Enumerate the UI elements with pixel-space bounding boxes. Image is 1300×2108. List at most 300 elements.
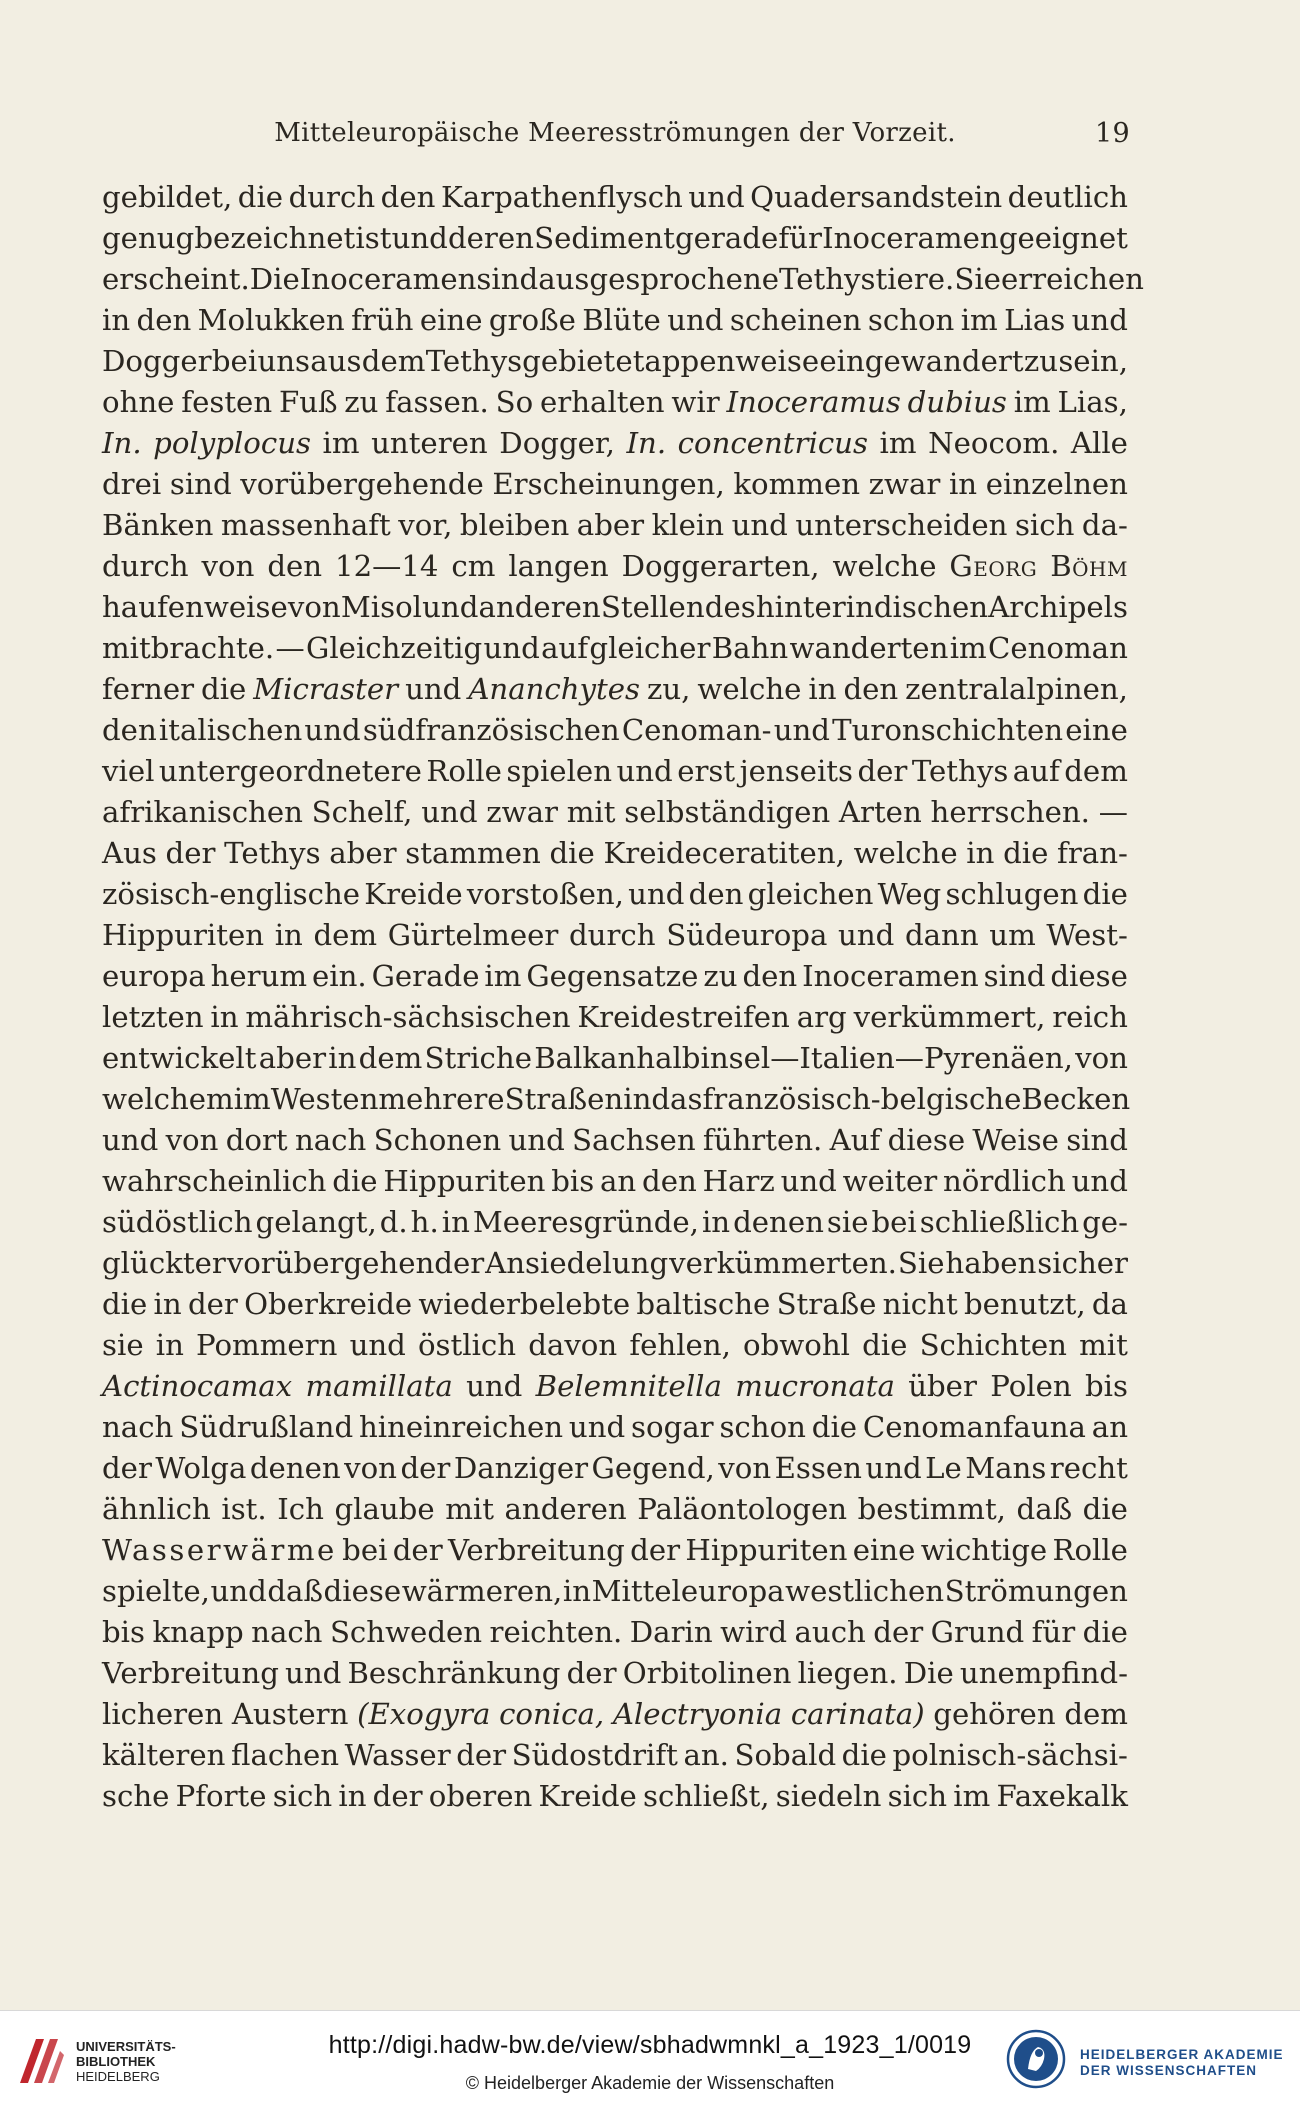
word: diese <box>887 1123 966 1157</box>
word: Kreideceratiten, <box>603 836 845 870</box>
text-line <box>102 259 1144 300</box>
word: In. <box>626 426 667 460</box>
word: Darin <box>629 1615 713 1649</box>
word: Sediment <box>534 221 675 255</box>
word: Actinocamax <box>102 1369 293 1403</box>
word: den <box>843 672 899 706</box>
word: wärmeren, <box>401 1574 563 1608</box>
text-line <box>102 1571 1128 1612</box>
word: mamillata <box>305 1369 453 1403</box>
word: jenseits <box>739 754 853 788</box>
word: Tethystiere. <box>779 262 955 296</box>
word: Micraster <box>253 672 399 706</box>
word: der <box>187 1287 238 1321</box>
word: untergeordnetere <box>158 754 422 788</box>
word: licheren <box>102 1697 224 1731</box>
text-line <box>102 300 1128 341</box>
word: italischen <box>158 713 303 747</box>
word: Ich <box>277 1492 324 1526</box>
word: Gegend, <box>591 1451 715 1485</box>
text-line <box>102 1612 1128 1653</box>
word: deutlich <box>1007 180 1128 214</box>
word: Schichten <box>919 1328 1067 1362</box>
word: Hippuriten <box>685 1533 848 1567</box>
word: den <box>688 877 744 911</box>
word: dem <box>1064 1697 1128 1731</box>
word: dann <box>904 918 979 952</box>
word: schon <box>867 303 955 337</box>
word: knapp <box>152 1615 244 1649</box>
word: auf <box>541 631 589 665</box>
word: die <box>1003 836 1049 870</box>
word: zu <box>703 959 738 993</box>
word: Le <box>925 1451 962 1485</box>
word: und <box>773 713 830 747</box>
word: Arten <box>838 795 922 829</box>
word: ge- <box>1082 1205 1128 1239</box>
word: durch <box>102 549 189 583</box>
word: und <box>422 590 479 624</box>
word: Strömungen <box>944 1574 1128 1608</box>
word: und <box>731 508 788 542</box>
text-line <box>102 382 1128 423</box>
word: und <box>688 180 745 214</box>
text-line <box>102 1448 1128 1489</box>
word: früh <box>351 303 414 337</box>
word: erst <box>677 754 736 788</box>
word: schon <box>719 1410 806 1444</box>
text-line <box>102 915 1128 956</box>
word: zu <box>344 385 379 419</box>
text-line <box>102 1079 1131 1120</box>
word: Sie <box>897 1246 945 1280</box>
word: entwickelt <box>102 1041 257 1075</box>
text-line <box>102 546 1128 587</box>
word: concentricus <box>677 426 868 460</box>
word: Ansiedelung <box>485 1246 669 1280</box>
word: und <box>1071 303 1128 337</box>
word: und <box>391 221 448 255</box>
word: nicht <box>882 1287 958 1321</box>
text-line <box>102 464 1128 505</box>
text-line <box>102 792 1128 833</box>
word: und <box>780 1164 837 1198</box>
word: verkümmerten. <box>669 1246 897 1280</box>
word: dem <box>361 344 426 378</box>
source-url-link[interactable]: http://digi.hadw-bw.de/view/sbhadwmnkl_a_1923_1/0019 <box>328 2031 972 2059</box>
word: Alectryonia <box>612 1697 783 1731</box>
word: für <box>778 221 822 255</box>
word: in <box>966 836 995 870</box>
word: stammen <box>405 836 541 870</box>
word: Tethys <box>911 754 1009 788</box>
word: bei <box>342 1533 388 1567</box>
word: mehrere <box>378 1082 505 1116</box>
word: Quadersandstein <box>750 180 1003 214</box>
word: durch <box>568 918 656 952</box>
word: erreichen <box>1000 262 1144 296</box>
word: mährisch-sächsischen <box>245 1000 571 1034</box>
word: massenhaft <box>220 508 391 542</box>
word: Ananchytes <box>468 672 641 706</box>
word: in <box>441 1205 470 1239</box>
word: um <box>989 918 1036 952</box>
word: aber <box>576 508 645 542</box>
word: auch <box>794 1615 866 1649</box>
word: Gleichzeitig <box>306 631 483 665</box>
word: vorstoßen, <box>466 877 624 911</box>
word: Rolle <box>426 754 502 788</box>
word: für <box>1031 1615 1076 1649</box>
word: sind <box>1066 1123 1128 1157</box>
word: langen <box>508 549 609 583</box>
word: Dogger <box>102 344 212 378</box>
word: und <box>1071 1164 1128 1198</box>
word: vor, <box>398 508 453 542</box>
word: Schelf, <box>311 795 413 829</box>
running-title: Mitteleuropäische Meeresströmungen der Vorzeit. <box>274 118 956 148</box>
word: fehlen, <box>629 1328 731 1362</box>
word: gerade <box>674 221 779 255</box>
word: zösisch-englische <box>102 877 361 911</box>
word: — <box>275 631 305 665</box>
word: nach <box>102 1410 174 1444</box>
word: diese <box>323 1574 402 1608</box>
word: Lias, <box>1057 385 1128 419</box>
word: die <box>841 1738 887 1772</box>
word: im <box>879 426 917 460</box>
word: in <box>153 1287 182 1321</box>
word: wir <box>671 385 720 419</box>
word: kälteren <box>102 1738 226 1772</box>
text-line <box>102 833 1128 874</box>
word: ähnlich <box>102 1492 211 1526</box>
word: in <box>338 1779 367 1813</box>
word: obwohl <box>743 1328 850 1362</box>
word: in <box>623 1082 652 1116</box>
text-line <box>102 1735 1128 1776</box>
word: gebildet, <box>102 180 233 214</box>
footer-bar <box>0 2010 1300 2108</box>
text-line <box>102 341 1128 382</box>
word: von <box>201 549 255 583</box>
word: davon <box>528 1328 618 1362</box>
word: die <box>1082 1492 1128 1526</box>
word: deren <box>447 221 534 255</box>
word: eine <box>852 1533 916 1567</box>
word: die <box>332 1164 378 1198</box>
word: und <box>349 1328 406 1362</box>
word: Straßen <box>504 1082 624 1116</box>
word: in <box>274 918 303 952</box>
word: unempfind- <box>959 1656 1128 1690</box>
word: Harz <box>702 1164 775 1198</box>
word: letzten <box>102 1000 204 1034</box>
word: aus <box>310 344 362 378</box>
word: Verbreitung <box>447 1533 625 1567</box>
word: den <box>267 549 323 583</box>
word: und <box>466 1369 523 1403</box>
word: haufenweise <box>102 590 288 624</box>
word: Auf <box>829 1123 881 1157</box>
word: zu <box>1023 344 1059 378</box>
word: bleiben <box>459 508 570 542</box>
word: Beschränkung <box>347 1656 561 1690</box>
word: im <box>953 1779 991 1813</box>
word: etappenweise <box>615 344 820 378</box>
word: schlugen <box>945 877 1079 911</box>
text-line <box>102 751 1128 792</box>
word: Austern <box>231 1697 349 1731</box>
word: der <box>165 836 216 870</box>
word: erhalten <box>540 385 665 419</box>
word: da- <box>1081 508 1128 542</box>
word: bei <box>871 1205 917 1239</box>
word: Pforte <box>175 1779 267 1813</box>
word: wiederbelebte <box>418 1287 631 1321</box>
word: haben <box>945 1246 1037 1280</box>
word: sein, <box>1058 344 1128 378</box>
word: hinterindischen <box>755 590 989 624</box>
word: sich <box>272 1779 333 1813</box>
text-line <box>102 669 1128 710</box>
word: flachen <box>230 1738 340 1772</box>
running-head <box>100 118 1130 158</box>
word: und <box>102 1123 159 1157</box>
word: Lias <box>1004 303 1066 337</box>
word: an <box>1091 1410 1128 1444</box>
word: Cenoman <box>988 631 1128 665</box>
word: wichtige <box>920 1533 1048 1567</box>
word: die <box>811 1410 858 1444</box>
body-text <box>102 177 1144 1817</box>
word: sie <box>102 1328 144 1362</box>
text-line <box>102 710 1128 751</box>
word: in <box>562 1574 592 1608</box>
word: die <box>1082 1615 1128 1649</box>
word: der <box>392 1533 443 1567</box>
word: Weise <box>972 1123 1059 1157</box>
word: Kreidestreifen <box>577 1000 790 1034</box>
word: In. <box>102 426 142 460</box>
word: welchem <box>102 1082 234 1116</box>
word: sicher <box>1037 1246 1128 1280</box>
word: westlichen <box>785 1574 945 1608</box>
word: recht <box>1049 1451 1128 1485</box>
word: von <box>287 590 341 624</box>
text-line <box>102 1776 1128 1817</box>
page-number: 19 <box>1095 118 1130 149</box>
word: h. <box>410 1205 439 1239</box>
word: ausgesprochene <box>538 262 780 296</box>
word: weiter <box>842 1164 938 1198</box>
word: conica, <box>499 1697 605 1731</box>
word: siedeln <box>775 1779 882 1813</box>
word: genug <box>102 221 195 255</box>
word: daß <box>1016 1492 1073 1526</box>
word: eingewandert <box>819 344 1024 378</box>
word: verkümmert, <box>853 1000 1046 1034</box>
word: fran- <box>1057 836 1128 870</box>
word: drei <box>102 467 162 501</box>
word: Wasser <box>344 1738 451 1772</box>
word: südöstlich <box>102 1205 253 1239</box>
word: die <box>1082 877 1128 911</box>
word: Aus <box>102 836 157 870</box>
text-line <box>102 628 1128 669</box>
word: durch <box>288 180 376 214</box>
word: Erscheinungen, <box>492 467 725 501</box>
word: europa <box>102 959 206 993</box>
word: Inoceramen <box>822 221 999 255</box>
word: eine <box>1065 713 1128 747</box>
word: von <box>1075 1041 1128 1075</box>
word: in <box>210 1000 239 1034</box>
word: ohne <box>102 385 175 419</box>
word: Südrußland <box>179 1410 354 1444</box>
word: anderen <box>478 590 601 624</box>
word: des <box>704 590 756 624</box>
word: östlich <box>417 1328 517 1362</box>
word: im <box>949 631 987 665</box>
word: schließlich <box>919 1205 1080 1239</box>
word: welche <box>853 836 958 870</box>
word: Doggerarten, <box>621 549 820 583</box>
text-line <box>102 1243 1128 1284</box>
word: Danziger <box>453 1451 589 1485</box>
word: Weg <box>877 877 942 911</box>
word: den <box>102 713 157 747</box>
word: der <box>372 1779 423 1813</box>
word: uns <box>257 344 311 378</box>
word: bestimmt, <box>857 1492 1006 1526</box>
word: Bahn <box>711 631 789 665</box>
word: im <box>322 426 360 460</box>
word: der <box>857 754 908 788</box>
word: Die <box>249 262 300 296</box>
word: Schonen <box>373 1123 502 1157</box>
word: und <box>865 1451 922 1485</box>
word: dort <box>225 1123 288 1157</box>
word: Inoceramen <box>802 959 979 993</box>
word: Gerade <box>371 959 480 993</box>
word: gelangt, <box>255 1205 377 1239</box>
library-name-line-2: BIBLIOTHEK <box>76 2054 156 2069</box>
word: Westen <box>270 1082 379 1116</box>
word: mit <box>1079 1328 1128 1362</box>
word: scheinen <box>729 303 862 337</box>
word: Stellen <box>600 590 705 624</box>
word: und <box>285 1656 342 1690</box>
word: wahrscheinlich <box>102 1164 327 1198</box>
word: im <box>233 1082 271 1116</box>
word: in <box>701 1205 731 1239</box>
word: ist. <box>221 1492 267 1526</box>
text-line <box>102 177 1128 218</box>
word: an. <box>683 1738 729 1772</box>
word: dem <box>358 1041 423 1075</box>
word: zwar <box>486 795 558 829</box>
word: Karpathenflysch <box>440 180 683 214</box>
word: Becken <box>1021 1082 1131 1116</box>
word: welche <box>832 549 937 583</box>
word: zentralalpinen, <box>905 672 1128 706</box>
word: das <box>651 1082 703 1116</box>
text-line <box>102 505 1128 546</box>
word: hineinreichen <box>358 1410 564 1444</box>
word: West- <box>1046 918 1128 952</box>
word: Gürtelmeer <box>387 918 559 952</box>
word: sogar <box>631 1410 714 1444</box>
word: der <box>102 1451 152 1485</box>
word: Faxekalk <box>996 1779 1128 1813</box>
text-line <box>102 1694 1128 1735</box>
word: Alle <box>1070 426 1128 460</box>
word: den <box>380 180 436 214</box>
word: gleichen <box>747 877 874 911</box>
word: mit <box>566 795 616 829</box>
word: Cenomanfauna <box>862 1410 1086 1444</box>
word: der <box>873 1615 924 1649</box>
word: nördlich <box>942 1164 1066 1198</box>
word: glückter <box>102 1246 226 1280</box>
word: im <box>484 959 522 993</box>
word: spielen <box>506 754 612 788</box>
word: fassen. <box>385 385 489 419</box>
word: Belemnitella <box>535 1369 722 1403</box>
academy-seal-icon <box>1006 2029 1066 2089</box>
word: Blüte <box>582 303 661 337</box>
word: unteren <box>371 426 488 460</box>
word: in <box>948 467 978 501</box>
word: Essen <box>774 1451 862 1485</box>
word: — <box>1098 795 1128 829</box>
word: welche <box>697 672 802 706</box>
word: vorübergehende <box>240 467 484 501</box>
word: und <box>667 303 724 337</box>
word: polnisch-sächsi- <box>892 1738 1128 1772</box>
word: der <box>566 1656 617 1690</box>
word: Kreide <box>538 1779 637 1813</box>
word: Sie <box>954 262 1001 296</box>
word: und <box>628 877 685 911</box>
word: die <box>862 1328 908 1362</box>
word: von <box>165 1123 219 1157</box>
word: ein. <box>312 959 367 993</box>
text-line <box>102 1202 1128 1243</box>
text-line <box>102 1325 1128 1366</box>
word: Fuß <box>278 385 338 419</box>
academy-name-line-2: DER WISSENSCHAFTEN <box>1080 2063 1258 2078</box>
text-line <box>102 874 1128 915</box>
word: afrikanischen <box>102 795 303 829</box>
text-line <box>102 1038 1128 1079</box>
text-line <box>102 1530 1128 1571</box>
word: an <box>600 1164 637 1198</box>
word: sche <box>102 1779 170 1813</box>
word: benutzt, <box>963 1287 1086 1321</box>
word: und <box>405 672 462 706</box>
word: in <box>155 1328 184 1362</box>
word: im <box>1013 385 1051 419</box>
word: Orbitolinen <box>622 1656 792 1690</box>
word: von <box>718 1451 772 1485</box>
word: den <box>136 303 192 337</box>
word: aber <box>258 1041 327 1075</box>
word: und <box>304 713 361 747</box>
text-line <box>102 1407 1128 1448</box>
word: Oberkreide <box>244 1287 413 1321</box>
